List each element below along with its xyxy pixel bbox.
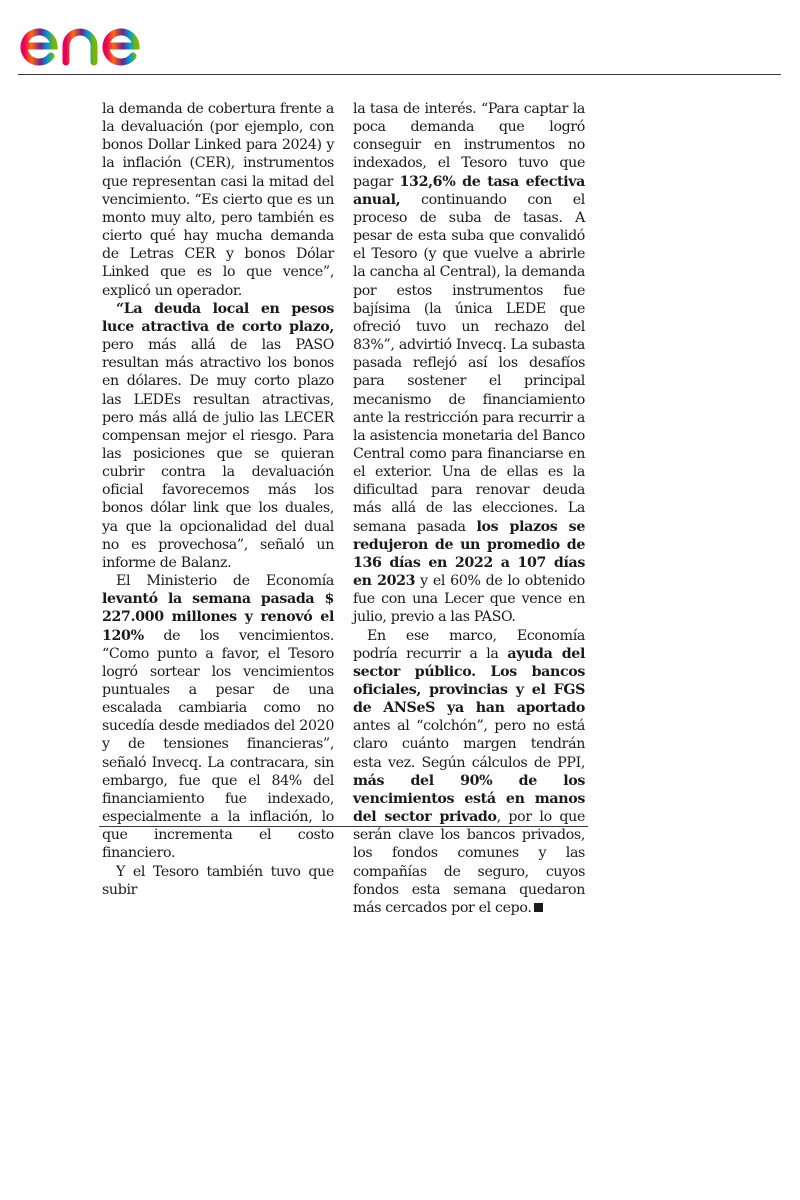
text: la tasa de interés. “Para captar la poca demanda que logró conseguir en instrumentos no indexados, el Tesoro tuvo que pagar (353, 101, 585, 190)
enel-logo (18, 4, 180, 68)
text: En ese marco, Economía podría recurrir a la (353, 627, 585, 662)
bold-text: 132,6% de tasa efectiva anual, (353, 173, 585, 208)
header-rule (18, 74, 781, 75)
text: , por lo que serán clave los bancos privados, los fondos comunes y las compañías de seguro, cuyos fondos esta semana quedaron más cercados por el cepo. (353, 809, 585, 916)
text: la demanda de cobertura frente a la devaluación (por ejemplo, con bonos Dollar Linked para 2024) y la inflación (CER), instrumentos que representan casi la mitad del vencimiento. “Es cierto que es un monto muy alto, pero también es cierto qué hay mucha demanda de Letras CER y bonos Dólar Linked que es lo que vence”, explicó un operador. (102, 101, 334, 299)
bold-text: levantó la semana pasada $ 227.000 millones y renovó el 120% (102, 591, 334, 644)
paragraph (102, 300, 334, 572)
article-end-rule (99, 826, 588, 827)
paragraph (353, 627, 585, 918)
text: de los vencimientos. “Como punto a favor, el Tesoro logró sortear los vencimientos puntuales a pesar de una escalada cambiaria como no sucedía desde mediados del 2020 y de tensiones financieras”, señaló Invecq. La contracara, sin embargo, fue que el 84% del financiamiento fue indexado, especialmente a la inflación, lo que incrementa el costo financiero. (102, 627, 334, 862)
paragraph (102, 100, 334, 300)
text: antes al “colchón”, pero no está claro cuánto margen tendrán esta vez. Según cálculos de PPI, (353, 718, 585, 771)
paragraph (102, 863, 334, 899)
text: El Ministerio de Economía (116, 573, 334, 590)
article-column-left (102, 100, 334, 899)
paragraph (353, 100, 585, 627)
text: Y el Tesoro también tuvo que subir (102, 863, 334, 898)
article-column-right (353, 100, 585, 917)
paragraph (102, 572, 334, 863)
text: continuando con el proceso de suba de tasas. A pesar de esta suba que convalidó el Tesoro (y que vuelve a abrirle la cancha al Central), la demanda por estos instrumentos fue bajísima (la única LEDE que ofreció tuvo un rechazo del 83%”, advirtió Invecq. La subasta pasada reflejó así los desafíos para sostener el principal mecanismo de financiamiento ante la restricción para recurrir a la asistencia monetaria del Banco Central como para financiarse en el exterior. Una de ellas es la dificultad para renovar deuda más allá de las elecciones. La semana pasada (353, 191, 585, 535)
text: pero más allá de las PASO resultan más atractivo los bonos en dólares. De muy corto plazo las LEDEs resultan atractivas, pero más allá de julio las LECER compensan mejor el riesgo. Para las posiciones que se quieran cubrir contra la devaluación oficial favorecemos más los bonos dólar link que los duales, ya que la opcionalidad del dual no es provechosa”, señaló un informe de Balanz. (102, 337, 334, 571)
bold-text: “La deuda local en pesos luce atractiva de corto plazo, (102, 300, 334, 335)
bold-text: ayuda del sector público. Los bancos oficiales, provincias y el FGS de ANSeS ya han aportado (353, 645, 585, 717)
text: y el 60% de lo obtenido fue con una Lecer que vence en julio, previo a las PASO. (353, 573, 585, 626)
bold-text: los plazos se redujeron de un promedio de 136 días en 2022 a 107 días en 2023 (353, 518, 585, 590)
end-of-article-mark (534, 903, 543, 912)
bold-text: más del 90% de los vencimientos está en manos del sector privado (353, 772, 585, 826)
